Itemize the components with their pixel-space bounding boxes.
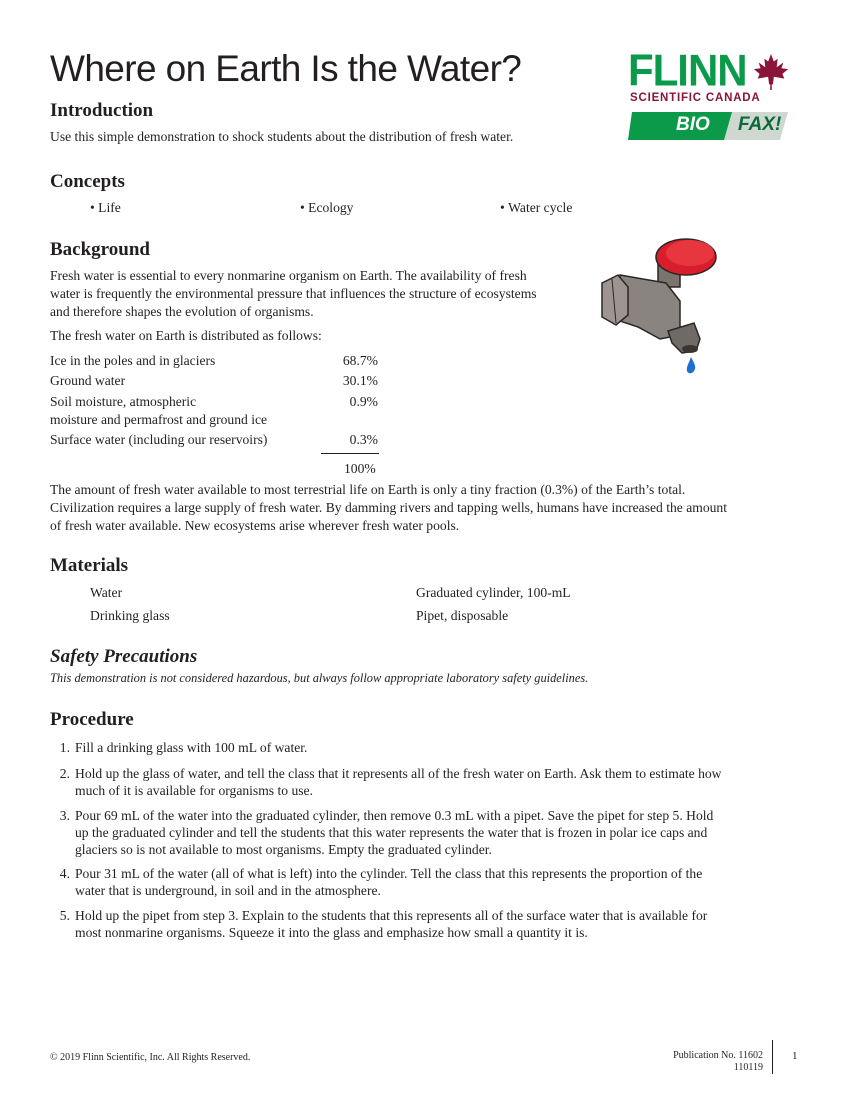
material-item: Water bbox=[90, 585, 123, 600]
step-number: 5. bbox=[59, 908, 70, 923]
introduction-heading: Introduction bbox=[50, 100, 154, 121]
distribution-value: 30.1% bbox=[342, 373, 378, 388]
distribution-label: Surface water (including our reservoirs) bbox=[50, 432, 268, 447]
step-number: 3. bbox=[59, 808, 70, 823]
safety-heading: Safety Precautions bbox=[50, 646, 198, 667]
text-line: of fresh water available. New ecosystems arise wherever fresh water pools. bbox=[50, 518, 460, 533]
procedure-step bbox=[50, 765, 790, 799]
procedure-step bbox=[50, 739, 790, 756]
procedure-step bbox=[50, 865, 790, 899]
page-title: Where on Earth Is the Water? bbox=[50, 48, 522, 89]
procedure-step bbox=[50, 907, 790, 941]
background-paragraph-2: The fresh water on Earth is distributed as follows: bbox=[50, 328, 322, 343]
step-line: glaciers so is not available to most organisms. Empty the graduated cylinder. bbox=[75, 842, 492, 857]
publication-number: Publication No. 11602 bbox=[673, 1050, 763, 1061]
introduction-text: Use this simple demonstration to shock students about the distribution of fresh water. bbox=[50, 129, 514, 144]
concept-item: • Water cycle bbox=[500, 199, 572, 217]
step-line: Fill a drinking glass with 100 mL of water. bbox=[75, 740, 308, 755]
distribution-value: 0.9% bbox=[349, 394, 378, 409]
distribution-total: 100% bbox=[344, 461, 376, 476]
distribution-label-line: Soil moisture, atmospheric bbox=[50, 394, 197, 409]
distribution-row bbox=[50, 372, 380, 390]
text-line: and therefore shapes the evolution of organisms. bbox=[50, 304, 314, 319]
step-number: 2. bbox=[59, 766, 70, 781]
concepts-heading: Concepts bbox=[50, 171, 125, 192]
distribution-label-line: moisture and permafrost and ground ice bbox=[50, 412, 268, 427]
step-line: water that is underground, in soil and in the atmosphere. bbox=[75, 883, 381, 898]
footer-divider bbox=[772, 1040, 773, 1074]
procedure-heading: Procedure bbox=[50, 709, 134, 730]
concept-item: • Life bbox=[90, 199, 121, 217]
distribution-row bbox=[50, 431, 380, 449]
distribution-value: 0.3% bbox=[349, 432, 378, 447]
step-line: most nonmarine organisms. Squeeze it into the glass and emphasize how small a quantity it is. bbox=[75, 925, 588, 940]
step-line: Pour 69 mL of the water into the graduated cylinder, then remove 0.3 mL with a pipet. Save the pipet for step 5. Hold bbox=[75, 808, 714, 823]
total-divider bbox=[321, 453, 379, 454]
material-item: Graduated cylinder, 100-mL bbox=[416, 585, 571, 600]
logo-tag-fax: FAX! bbox=[738, 114, 782, 135]
procedure-step bbox=[50, 807, 790, 858]
step-line: Hold up the pipet from step 3. Explain to the students that this represents all of the surface water that is available for bbox=[75, 908, 708, 923]
maple-leaf-icon bbox=[752, 52, 790, 92]
step-number: 1. bbox=[59, 740, 70, 755]
distribution-label: Ice in the poles and in glaciers bbox=[50, 353, 216, 368]
concept-item: • Ecology bbox=[300, 199, 353, 217]
text-line: The amount of fresh water available to most terrestrial life on Earth is only a tiny fraction (0.3%) of the Earth’s total. bbox=[50, 482, 686, 497]
safety-text: This demonstration is not considered hazardous, but always follow appropriate laboratory safety guidelines. bbox=[50, 671, 589, 685]
material-item: Pipet, disposable bbox=[416, 608, 509, 623]
step-line: much of it is available for organisms to use. bbox=[75, 783, 313, 798]
background-paragraph-3 bbox=[50, 481, 790, 535]
logo-subtitle: SCIENTIFIC CANADA bbox=[630, 92, 761, 104]
material-item: Drinking glass bbox=[90, 608, 170, 623]
distribution-label bbox=[50, 393, 267, 429]
text-line: water is frequently the environmental pressure that influences the structure of ecosystems bbox=[50, 286, 537, 301]
step-number: 4. bbox=[59, 866, 70, 881]
text-line: Fresh water is essential to every nonmarine organism on Earth. The availability of fresh bbox=[50, 268, 527, 283]
distribution-value: 68.7% bbox=[342, 353, 378, 368]
logo-tag-bio: BIO bbox=[676, 114, 710, 135]
logo-brand: FLINN bbox=[628, 45, 747, 96]
publication-code: 110119 bbox=[733, 1062, 763, 1073]
distribution-label: Ground water bbox=[50, 373, 126, 388]
materials-heading: Materials bbox=[50, 555, 129, 576]
step-line: Pour 31 mL of the water (all of what is left) into the cylinder. Tell the class that this represents the proportion of the bbox=[75, 866, 703, 881]
flinn-logo bbox=[628, 45, 793, 145]
step-line: Hold up the glass of water, and tell the class that it represents all of the fresh water on Earth. Ask them to estimate how bbox=[75, 766, 722, 781]
text-line: Civilization requires a large supply of fresh water. By damming rivers and tapping wells, humans have increased the amount bbox=[50, 500, 727, 515]
distribution-row bbox=[50, 352, 380, 370]
page-number: 1 bbox=[792, 1050, 798, 1062]
faucet-icon bbox=[598, 235, 723, 375]
step-line: up the graduated cylinder and tell the students that this water represents the water that is frozen in polar ice caps and bbox=[75, 825, 708, 840]
background-heading: Background bbox=[50, 239, 150, 260]
copyright: © 2019 Flinn Scientific, Inc. All Rights Reserved. bbox=[50, 1052, 251, 1063]
distribution-row bbox=[50, 393, 380, 429]
background-paragraph-1 bbox=[50, 267, 590, 321]
